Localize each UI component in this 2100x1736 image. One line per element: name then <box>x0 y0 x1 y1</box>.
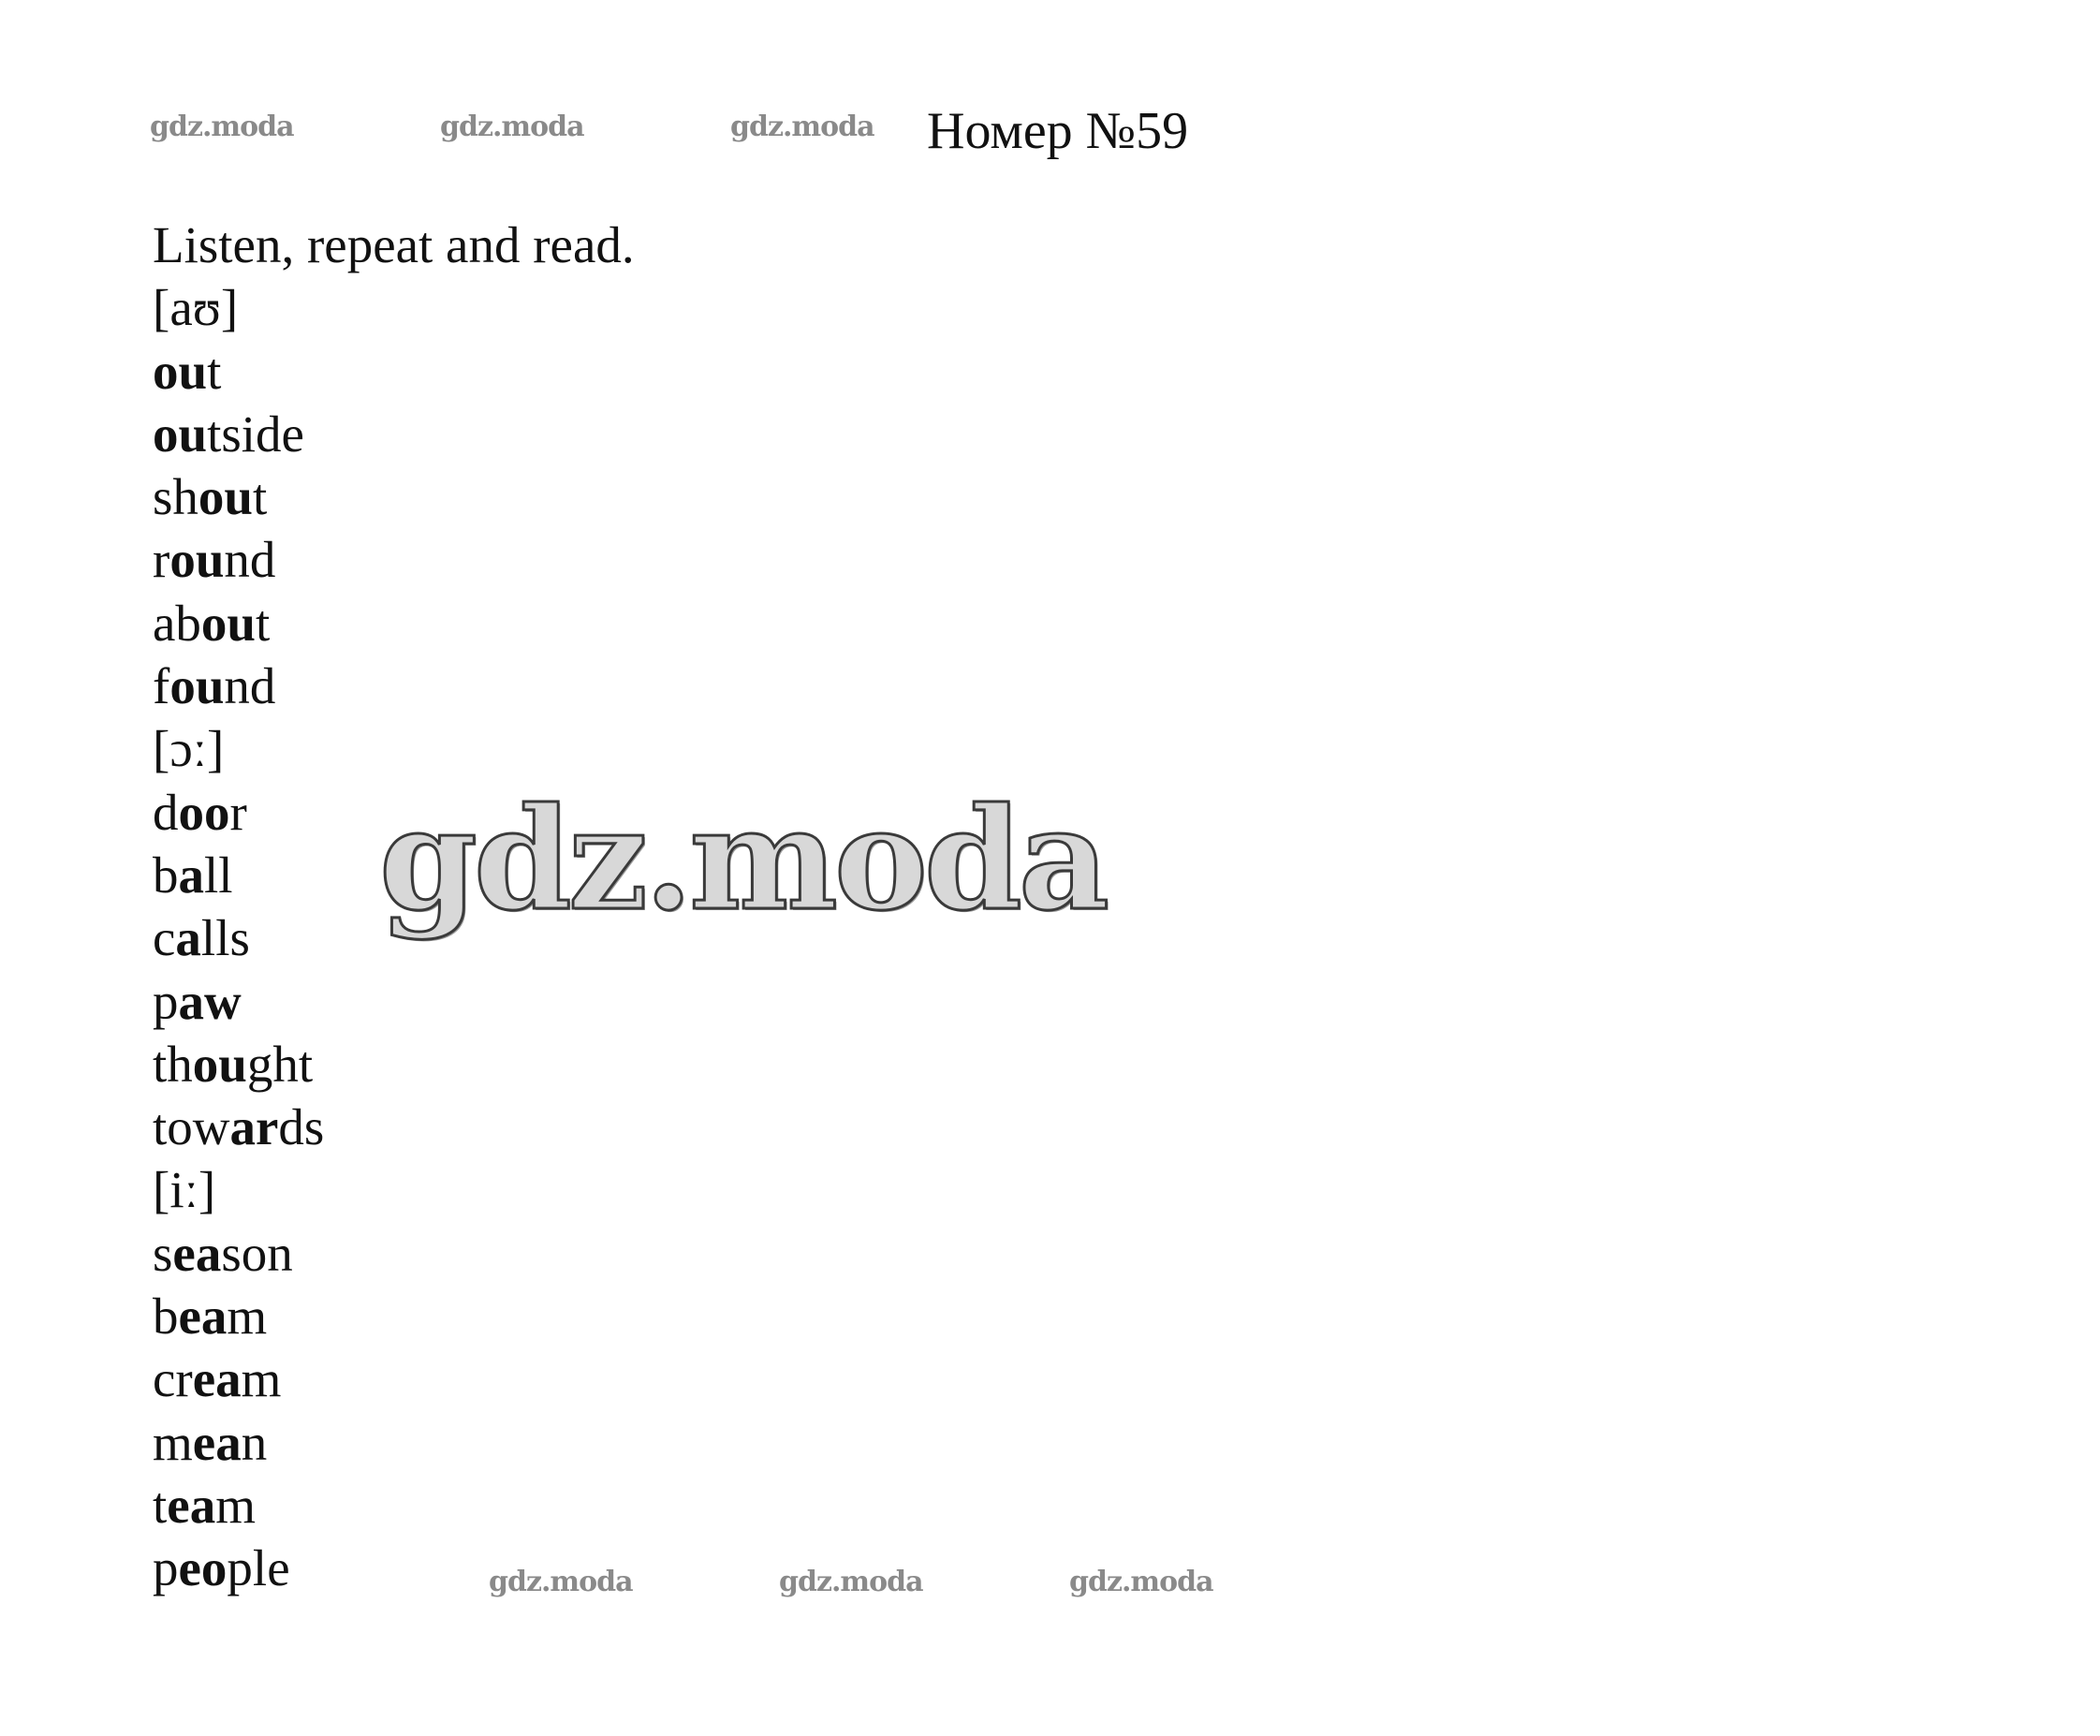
word-item <box>153 592 635 655</box>
word-segment: p <box>153 1539 179 1597</box>
word-item <box>153 465 635 528</box>
word-segment: n <box>241 1413 268 1471</box>
word-item <box>153 1347 635 1410</box>
word-segment: sh <box>153 468 198 526</box>
watermark-bottom-3: gdz.moda <box>1069 1566 1213 1598</box>
word-segment: ght <box>246 1035 314 1093</box>
word-segment: cr <box>153 1350 193 1408</box>
word-segment: t <box>153 1476 168 1534</box>
highlighted-letters: a <box>175 909 201 967</box>
word-segment: s <box>153 1224 173 1282</box>
word-item <box>153 1222 635 1285</box>
word-item <box>153 781 635 844</box>
highlighted-letters: ou <box>200 594 257 652</box>
page-title: Номер №59 <box>927 102 1189 160</box>
highlighted-letters: eo <box>178 1539 228 1597</box>
word-segment: ds <box>278 1098 325 1156</box>
word-item <box>153 844 635 906</box>
word-segment: th <box>153 1035 193 1093</box>
word-item <box>153 1537 635 1599</box>
word-segment: nd <box>224 531 276 589</box>
highlighted-letters: aw <box>178 972 242 1030</box>
word-segment: son <box>221 1224 293 1282</box>
word-item <box>153 655 635 717</box>
word-segment: ll <box>204 846 233 904</box>
word-segment: t <box>253 468 268 526</box>
word-segment: b <box>153 1287 179 1346</box>
word-segment: t <box>207 342 222 400</box>
word-item <box>153 340 635 403</box>
instruction: Listen, repeat and read. <box>153 216 635 273</box>
highlighted-letters: ou <box>169 531 225 589</box>
word-segment: m <box>241 1350 282 1408</box>
word-item <box>153 970 635 1033</box>
word-item <box>153 1033 635 1096</box>
word-item <box>153 906 635 969</box>
word-segment: c <box>153 909 176 967</box>
highlighted-letters: ar <box>229 1098 279 1156</box>
highlighted-letters: ou <box>153 342 208 400</box>
word-segment: m <box>227 1287 268 1346</box>
word-item <box>153 528 635 591</box>
word-segment: lls <box>200 909 250 967</box>
word-item <box>153 403 635 465</box>
highlighted-letters: ea <box>178 1287 228 1346</box>
watermark-center: gdz.moda <box>379 777 1107 942</box>
word-item <box>153 1096 635 1158</box>
word-segment: b <box>153 846 179 904</box>
phoneme-heading <box>153 717 635 780</box>
word-segment: f <box>153 657 170 715</box>
word-segment: m <box>153 1413 193 1471</box>
word-segment: tow <box>153 1098 230 1156</box>
word-segment: r <box>229 783 247 841</box>
highlighted-letters: ea <box>192 1350 242 1408</box>
word-segment: m <box>215 1476 256 1534</box>
word-item <box>153 1474 635 1537</box>
word-segment: ple <box>227 1539 290 1597</box>
word-segment: ab <box>153 594 201 652</box>
phoneme-heading <box>153 276 635 339</box>
watermark-top-2: gdz.moda <box>440 110 584 143</box>
highlighted-letters: ea <box>167 1476 216 1534</box>
word-segment: [ɔː] <box>153 720 225 778</box>
highlighted-letters: ea <box>192 1413 242 1471</box>
exercise-content <box>153 213 635 1600</box>
highlighted-letters: ea <box>172 1224 222 1282</box>
word-segment: d <box>153 783 179 841</box>
word-item <box>153 1411 635 1474</box>
watermark-top-1: gdz.moda <box>150 110 294 143</box>
watermark-top-3: gdz.moda <box>730 110 874 143</box>
highlighted-letters: oo <box>178 783 230 841</box>
highlighted-letters: ou <box>169 657 225 715</box>
highlighted-letters: ou <box>153 405 208 463</box>
phoneme-heading <box>153 1158 635 1221</box>
word-item <box>153 1285 635 1347</box>
word-segment: p <box>153 972 179 1030</box>
word-segment: [iː] <box>153 1161 216 1219</box>
watermark-bottom-2: gdz.moda <box>779 1566 923 1598</box>
watermark-bottom-1: gdz.moda <box>489 1566 633 1598</box>
word-segment: tside <box>207 405 304 463</box>
word-segment: [aʊ] <box>153 279 239 337</box>
word-segment: t <box>256 594 271 652</box>
highlighted-letters: a <box>178 846 204 904</box>
word-segment: r <box>153 531 170 589</box>
word-segment: nd <box>224 657 276 715</box>
highlighted-letters: ou <box>198 468 253 526</box>
highlighted-letters: ou <box>192 1035 247 1093</box>
word-list <box>153 276 635 1599</box>
